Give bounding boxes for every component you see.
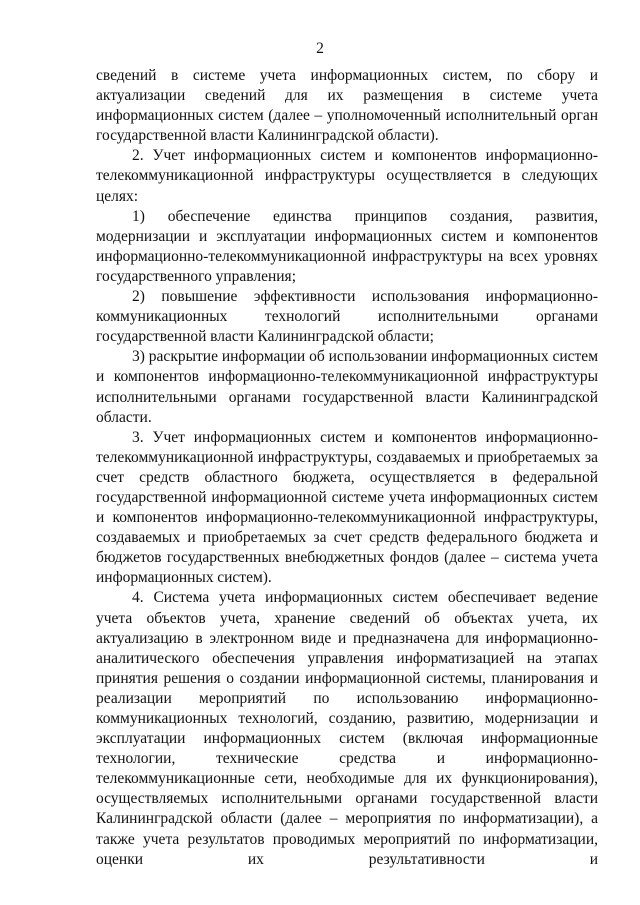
paragraph-item-4: 4. Система учета информационных систем обеспечивает ведение учета объектов учета, хранение сведений об объектах учета, их актуализацию в электронном виде и предназначена для информационно-аналитического обеспечения управления информатизацией на этапах принятия решения о создании информационной системы, планирования и реализации мероприятий по использованию информационно-коммуникационных технологий, созданию, развитию, модернизации и эксплуатации информационных систем (включая информационные технологии, технические средства и информационно-телекоммуникационные сети, необходимые для их функционирования), осуществляемых исполнительными органами государственной власти Калининградской области (далее – мероприятия по информатизации), а также учета результатов проводимых мероприятий по информатизации, оценки их результативности и — [96, 589, 598, 868]
paragraph-item-2: 2. Учет информационных систем и компонентов информационно-телекоммуникационной инфраструктуры осуществляется в следующих целях: — [96, 147, 598, 205]
paragraph-subitem-3: 3) раскрытие информации об использовании информационных систем и компонентов информационно-телекоммуникационной инфраструктуры исполнительными органами государственной власти Калининградской области. — [96, 348, 598, 426]
document-body — [96, 66, 598, 870]
page-number: 2 — [316, 40, 324, 57]
paragraph-continuation: сведений в системе учета информационных систем, по сбору и актуализации сведений для их размещения в системе учета информационных систем (далее – уполномоченный исполнительный орган государственной власти Калининградской области). — [96, 67, 598, 145]
paragraph-subitem-2: 2) повышение эффективности использования информационно-коммуникационных технологий исполнительными органами государственной власти Калининградской области; — [96, 288, 598, 346]
paragraph-subitem-1: 1) обеспечение единства принципов создания, развития, модернизации и эксплуатации информационных систем и компонентов информационно-телекоммуникационной инфраструктуры на всех уровнях государственного управления; — [96, 207, 598, 285]
paragraph-item-3: 3. Учет информационных систем и компонентов информационно-телекоммуникационной инфраструктуры, создаваемых и приобретаемых за счет средств областного бюджета, осуществляется в федеральной государственной информационной системе учета информационных систем и компонентов информационно-телекоммуникационной инфраструктуры, создаваемых и приобретаемых за счет средств федерального бюджета и бюджетов государственных внебюджетных фондов (далее – система учета информационных систем). — [96, 428, 598, 587]
